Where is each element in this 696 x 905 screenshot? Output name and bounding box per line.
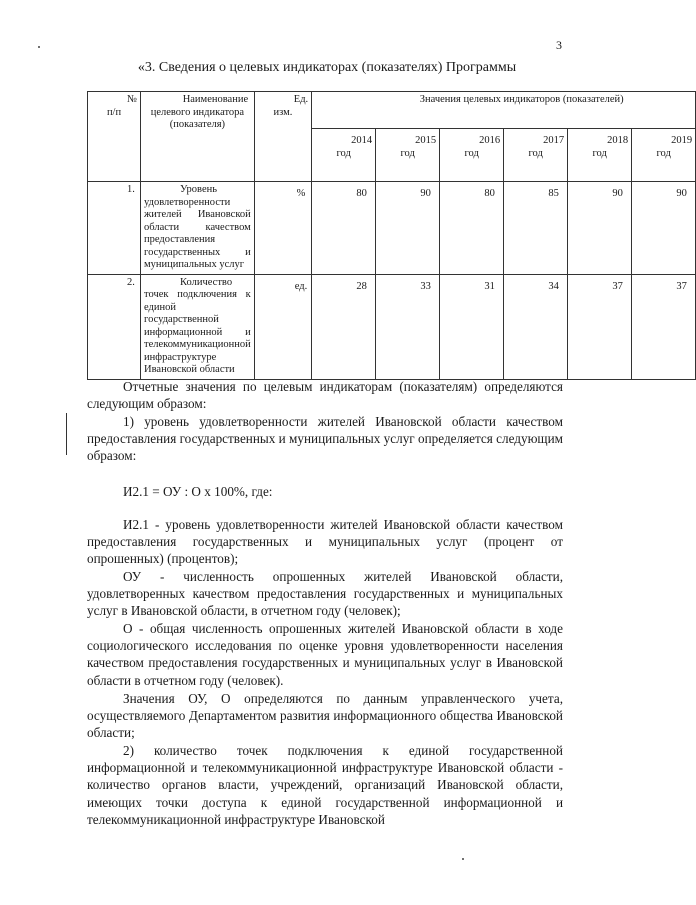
page-number: 3 [556, 38, 562, 52]
paragraph-definition-o: О - общая численность опрошенных жителей Ивановской области в ходе социологического исследования по оценке уровня удовлетворенности населения качеством предоставления государственных и муниципальных услуг в Ивановской области в отчетном году (человек). [87, 621, 563, 688]
year-2015: 2015 год [376, 129, 440, 182]
row-value: 80 [312, 182, 376, 275]
row-name: Количество точек подключения к единой государственной информационной и телекоммуникационной инфраструктуре Ивановской области [141, 274, 255, 379]
year-2019: 2019 год [632, 129, 696, 182]
header-num: № п/п [88, 92, 141, 182]
header-values: Значения целевых индикаторов (показателей) [312, 92, 696, 129]
scan-dot [38, 46, 40, 48]
paragraph-intro: Отчетные значения по целевым индикаторам (показателям) определяются следующим образом: [87, 379, 563, 412]
header-name: Наименование целевого индикатора (показателя) [141, 92, 255, 182]
paragraph-item-2: 2) количество точек подключения к единой государственной информационной и телекоммуникационной инфраструктуре Ивановской области - количество органов власти, учреждений, организаций Ивановской области, имеющих точки доступа к единой государственной информационной и телекоммуникационной инфраструктуре Ивановской [87, 743, 563, 827]
paragraph-item-1: 1) уровень удовлетворенности жителей Ивановской области качеством предоставления государственных и муниципальных услуг определяется следующим образом: [87, 414, 563, 464]
row-value: 28 [312, 274, 376, 379]
formula: И2.1 = ОУ : О х 100%, где: [123, 484, 273, 499]
row-value: 90 [376, 182, 440, 275]
year-2018: 2018 год [568, 129, 632, 182]
row-num: 2. [88, 274, 141, 379]
row-value: 90 [568, 182, 632, 275]
row-value: 37 [568, 274, 632, 379]
paragraph-definition-ou: ОУ - численность опрошенных жителей Ивановской области, удовлетворенных качеством предоставления государственных и муниципальных услуг в Ивановской области, в отчетном году (человек); [87, 569, 563, 619]
year-2016: 2016 год [440, 129, 504, 182]
row-value: 85 [504, 182, 568, 275]
margin-mark [66, 413, 67, 455]
row-value: 34 [504, 274, 568, 379]
paragraph-definition-i21: И2.1 - уровень удовлетворенности жителей Ивановской области качеством предоставления государственных и муниципальных услуг (процент от опрошенных) (процентов); [87, 517, 563, 567]
row-unit: % [254, 182, 311, 275]
year-2017: 2017 год [504, 129, 568, 182]
year-2014: 2014 год [312, 129, 376, 182]
row-value: 37 [632, 274, 696, 379]
table-header-row [88, 92, 696, 129]
paragraph-source: Значения ОУ, О определяются по данным управленческого учета, осуществляемого Департаментом развития информационного общества Ивановской области; [87, 691, 563, 741]
row-value: 31 [440, 274, 504, 379]
row-num: 1. [88, 182, 141, 275]
row-value: 33 [376, 274, 440, 379]
row-value: 90 [632, 182, 696, 275]
table-row [88, 182, 696, 275]
table-row [88, 274, 696, 379]
indicators-table [87, 91, 696, 380]
row-unit: ед. [254, 274, 311, 379]
header-unit: Ед. изм. [254, 92, 311, 182]
row-value: 80 [440, 182, 504, 275]
row-name: Уровень удовлетворенности жителей Ивановской области качеством предоставления государственных и муниципальных услуг [141, 182, 255, 275]
scan-dot [462, 858, 464, 860]
section-title: «3. Сведения о целевых индикаторах (показателях) Программы [137, 60, 517, 75]
